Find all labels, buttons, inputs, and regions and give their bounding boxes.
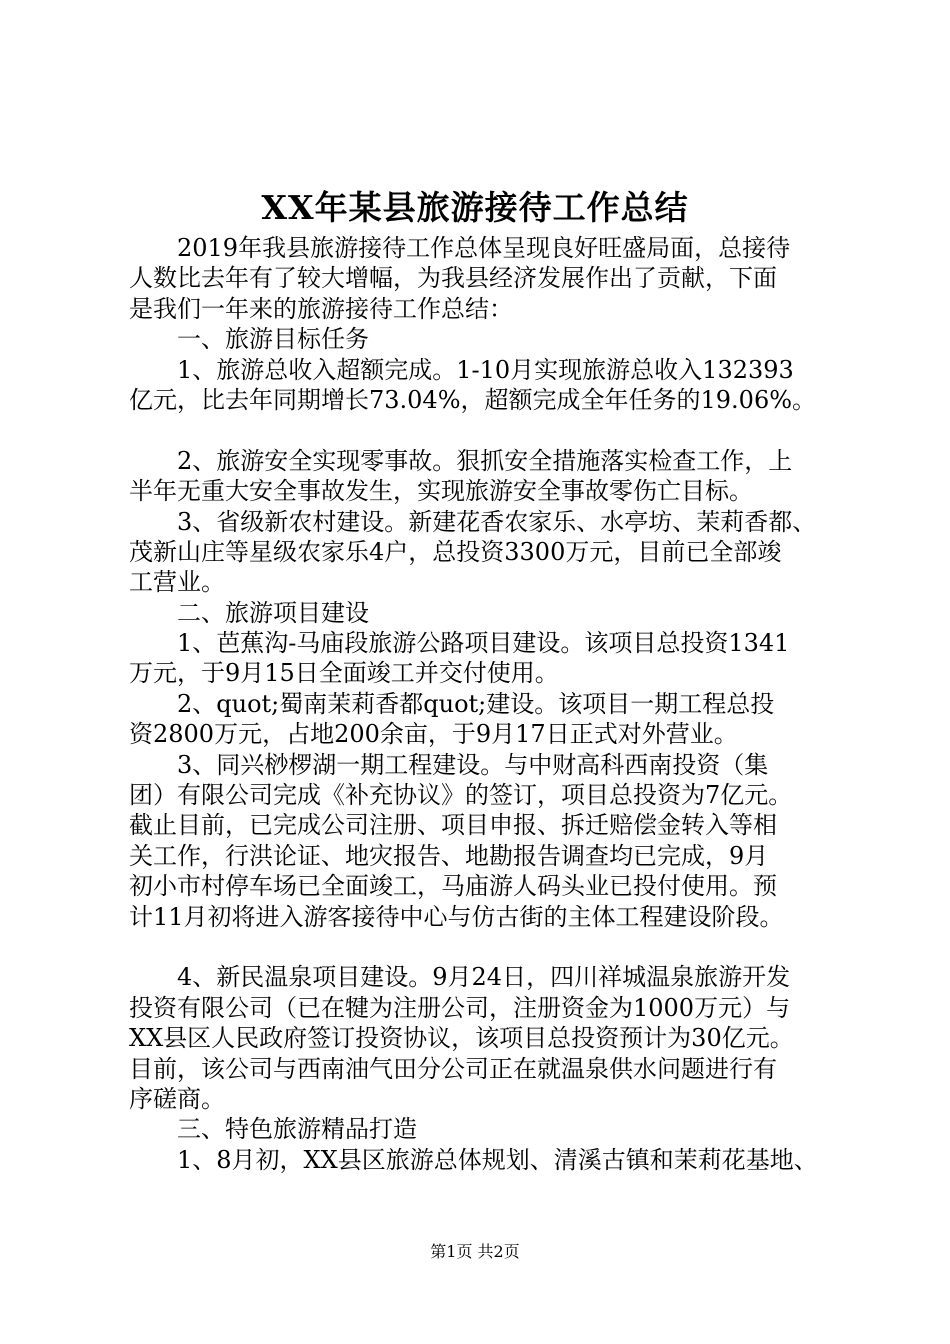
text-line: 亿元，比去年同期增长73.04%，超额完成全年任务的19.06%。 (129, 385, 817, 414)
text-line: 4、新民温泉项目建设。9月24日，四川祥城温泉旅游开发 (129, 963, 791, 992)
text-line: 是我们一年来的旅游接待工作总结： (129, 294, 513, 323)
text-line: 1、芭蕉沟-马庙段旅游公路项目建设。该项目总投资1341 (129, 629, 790, 658)
text-line: 序磋商。 (129, 1084, 225, 1113)
text-line: 投资有限公司（已在犍为注册公司，注册资金为1000万元）与 (129, 993, 791, 1022)
text-line: 初小市村停车场已全面竣工，马庙游人码头业已投付使用。预 (129, 872, 777, 901)
text-line: 半年无重大安全事故发生，实现旅游安全事故零伤亡目标。 (129, 477, 753, 506)
text-line: 三、特色旅游精品打造 (129, 1115, 417, 1144)
text-line: XX县区人民政府签订投资协议，该项目总投资预计为30亿元。 (129, 1024, 794, 1053)
text-line: 3、同兴桫椤湖一期工程建设。与中财高科西南投资（集 (129, 750, 769, 779)
text-line: 1、8月初，XX县区旅游总体规划、清溪古镇和茉莉花基地、 (129, 1145, 818, 1174)
blank-line (129, 415, 841, 445)
text-line: 一、旅游目标任务 (129, 325, 369, 354)
blank-line (129, 932, 841, 962)
text-line: 工营业。 (129, 568, 225, 597)
text-line: 2、旅游安全实现零事故。狠抓安全措施落实检查工作，上 (129, 446, 793, 475)
text-line: 2、quot;蜀南茉莉香都quot;建设。该项目一期工程总投 (129, 689, 775, 718)
text-line: 1、旅游总收入超额完成。1-10月实现旅游总收入132393 (129, 355, 794, 384)
document-body (129, 233, 841, 1175)
document-title: XX年某县旅游接待工作总结 (261, 188, 689, 227)
text-line: 人数比去年有了较大增幅，为我县经济发展作出了贡献，下面 (129, 264, 777, 293)
text-line: 计11月初将进入游客接待中心与仿古街的主体工程建设阶段。 (129, 902, 784, 931)
text-line: 关工作，行洪论证、地灾报告、地勘报告调查均已完成，9月 (129, 841, 769, 870)
text-line: 万元，于9月15日全面竣工并交付使用。 (129, 659, 559, 688)
text-line: 截止目前，已完成公司注册、项目申报、拆迁赔偿金转入等相 (129, 811, 777, 840)
text-line: 茂新山庄等星级农家乐4户，总投资3300万元，目前已全部竣 (129, 537, 782, 566)
text-line: 3、省级新农村建设。新建花香农家乐、水亭坊、茉莉香都、 (129, 507, 817, 536)
text-line: 二、旅游项目建设 (129, 598, 369, 627)
text-line: 2019年我县旅游接待工作总体呈现良好旺盛局面，总接待 (129, 234, 791, 262)
page-footer: 第1页 共2页 (430, 1242, 520, 1261)
text-line: 目前，该公司与西南油气田分公司正在就温泉供水问题进行有 (129, 1054, 777, 1083)
text-line: 团）有限公司完成《补充协议》的签订，项目总投资为7亿元。 (129, 781, 793, 810)
text-line: 资2800万元，占地200余亩，于9月17日正式对外营业。 (129, 720, 738, 749)
